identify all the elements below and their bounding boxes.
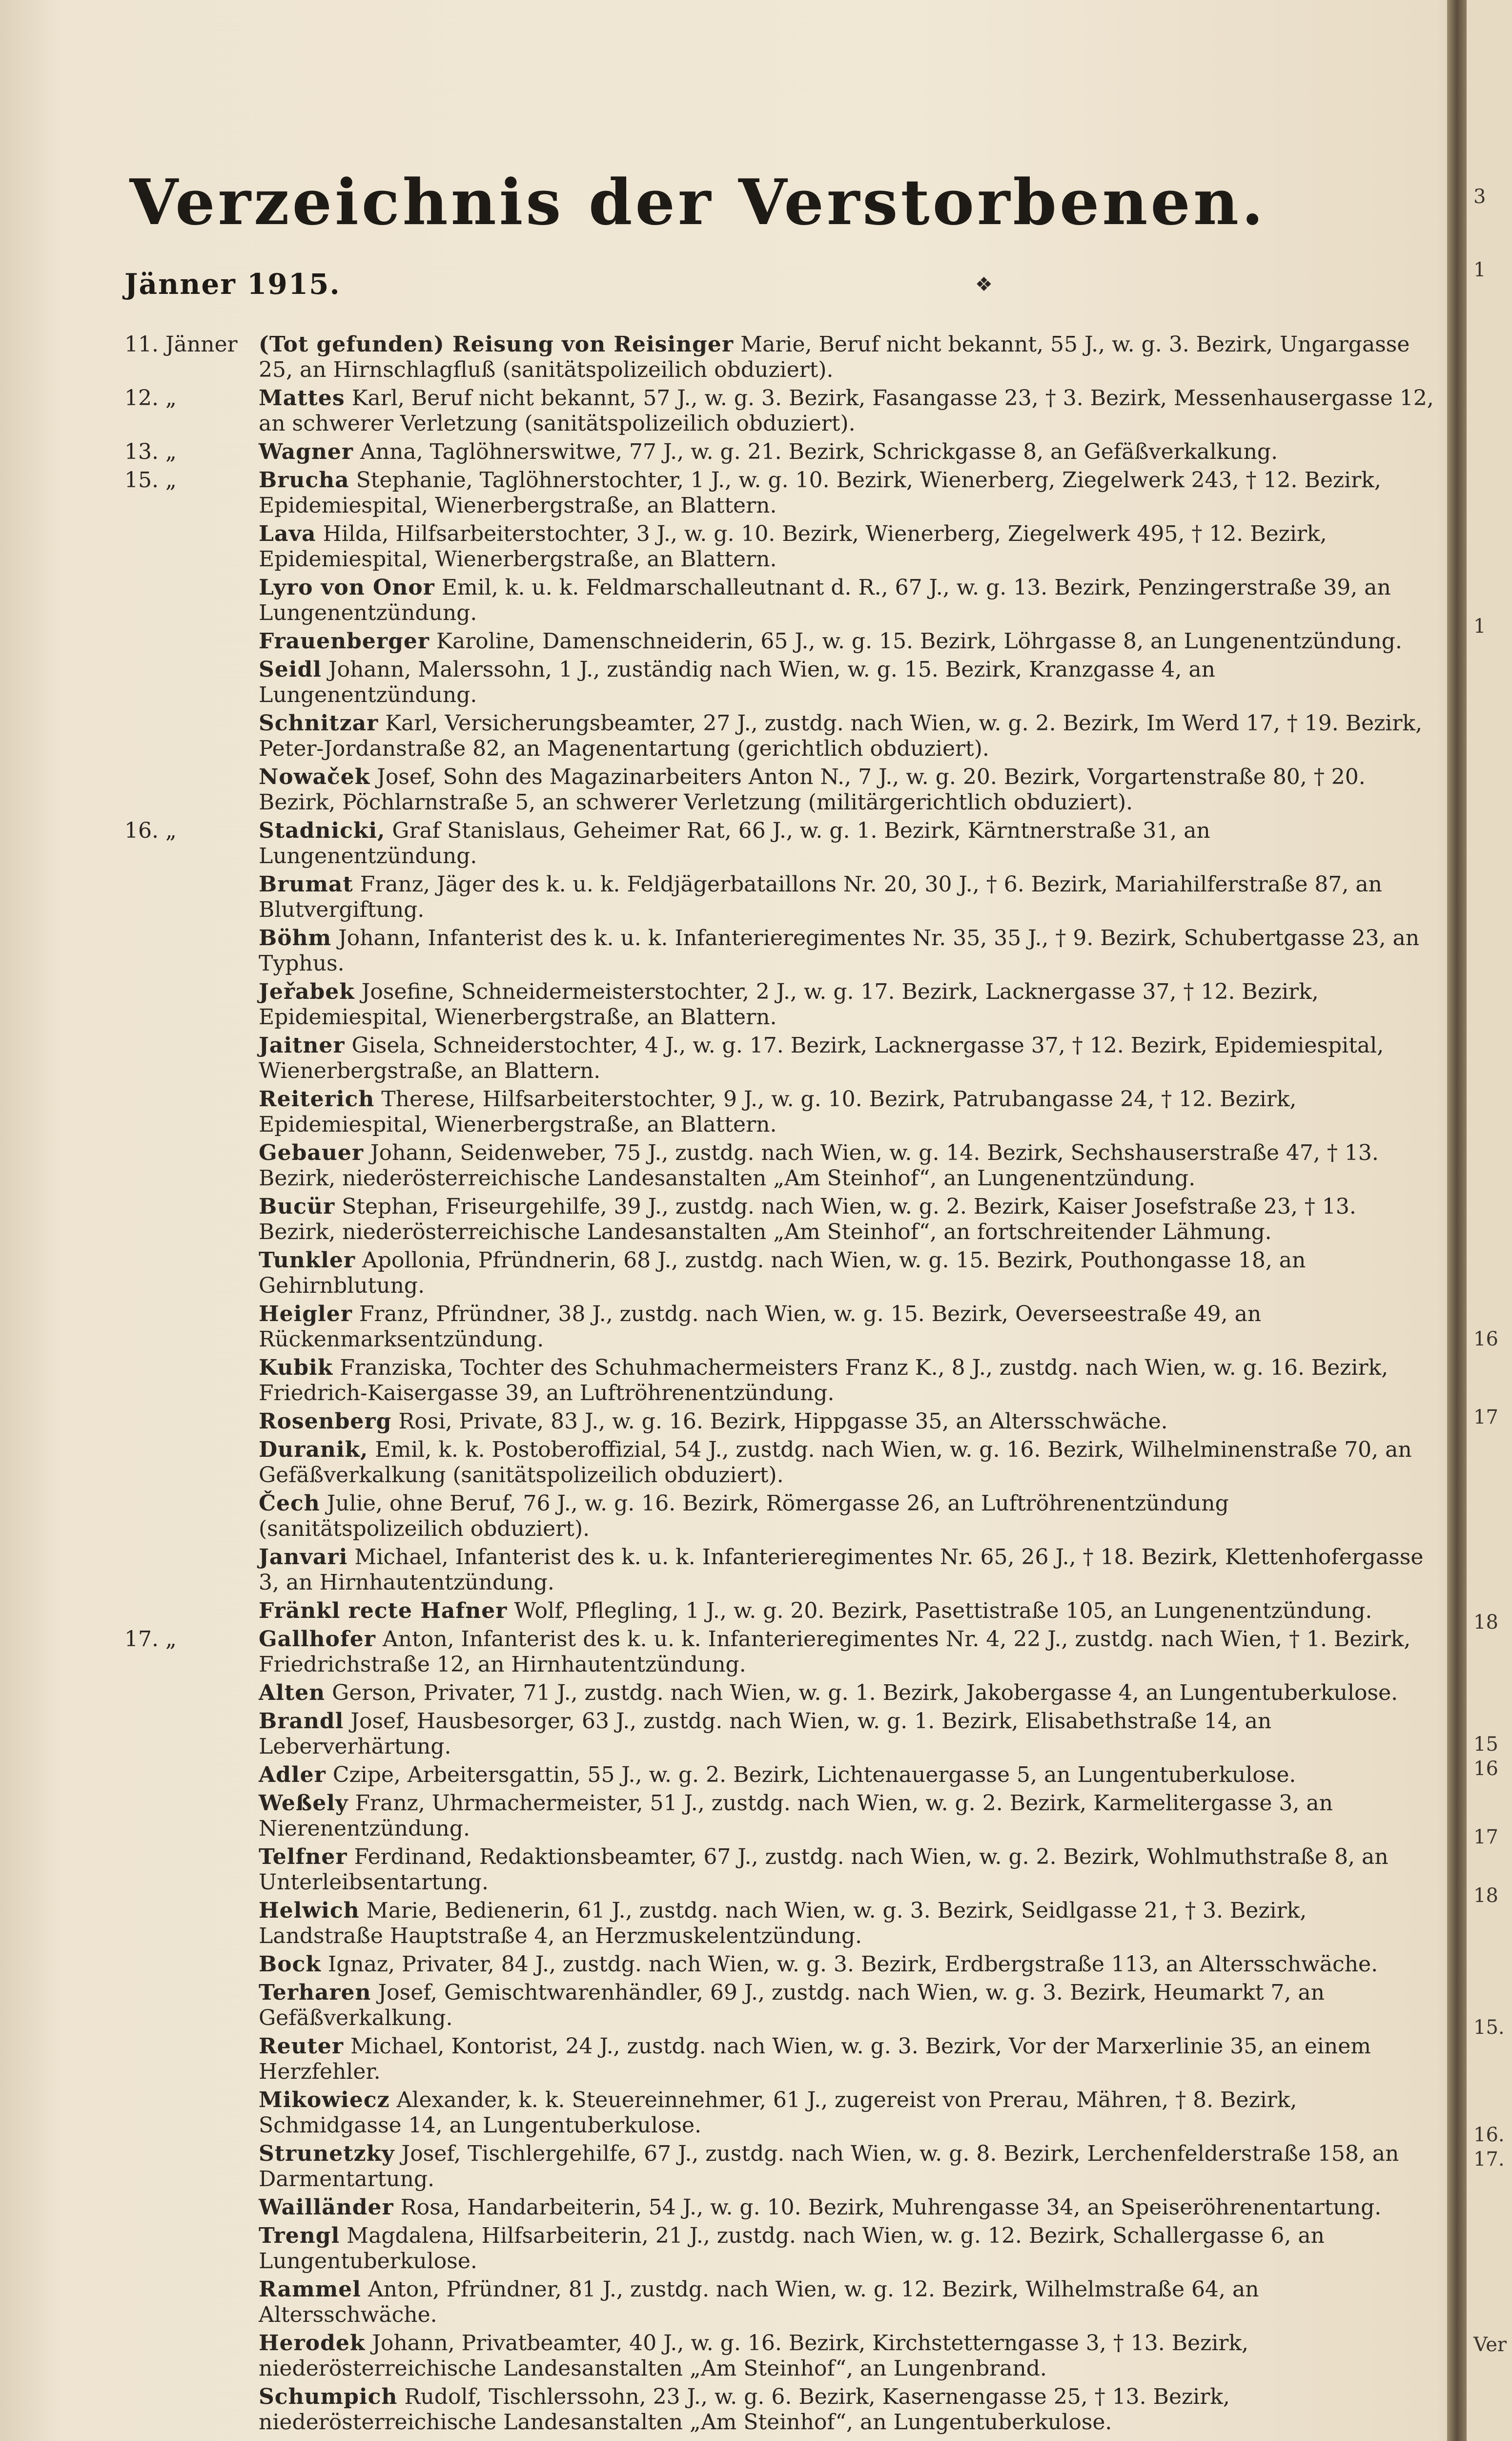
deceased-name: Čech xyxy=(259,1491,320,1516)
deceased-name: Kubik xyxy=(259,1355,333,1380)
entry-text: Marie, Bedienerin, 61 J., zustdg. nach Wien, w. g. 3. Bezirk, Seidlgasse 21, † 3. Bezirk, Landstraße Hauptstraße 4, an Herzmuskelentzündung. xyxy=(259,1898,1307,1948)
deceased-name: Jeřabek xyxy=(259,979,355,1004)
adjacent-page-fragment: 15. xyxy=(1473,2016,1505,2039)
ornament-icon: ❖ xyxy=(975,273,993,296)
deceased-name: Brandl xyxy=(259,1709,344,1734)
entry-body xyxy=(259,468,1435,518)
deceased-name: Terharen xyxy=(259,1980,371,2005)
adjacent-page-fragment: 17 xyxy=(1473,1826,1498,1848)
entry-body xyxy=(259,1409,1435,1434)
entry-text: Gerson, Privater, 71 J., zustdg. nach Wien, w. g. 1. Bezirk, Jakobergasse 4, an Lungentuberkulose. xyxy=(325,1680,1398,1705)
entry-text: Franz, Uhrmachermeister, 51 J., zustdg. nach Wien, w. g. 2. Bezirk, Karmelitergasse 3, an Nierenentzündung. xyxy=(259,1791,1333,1841)
entry-text: Josef, Gemischtwarenhändler, 69 J., zustdg. nach Wien, w. g. 3. Bezirk, Heumarkt 7, an Gefäßverkalkung. xyxy=(259,1980,1325,2030)
entry-body xyxy=(259,1952,1435,1977)
entry-body xyxy=(259,2277,1435,2328)
entry-text: Franz, Jäger des k. u. k. Feldjägerbataillons Nr. 20, 30 J., † 6. Bezirk, Mariahilferstraße 87, an Blutvergiftung. xyxy=(259,872,1382,922)
entry-text: Stephan, Friseurgehilfe, 39 J., zustdg. nach Wien, w. g. 2. Bezirk, Kaiser Josefstraße 23, † 13. Bezirk, niederösterreichische Landesanstalten „Am Steinhof“, an fortschreitender Lähmung. xyxy=(259,1194,1356,1244)
entry-text: Wolf, Pflegling, 1 J., w. g. 20. Bezirk, Pasettistraße 105, an Lungenentzündung. xyxy=(507,1598,1372,1623)
adjacent-page-fragment: 17. xyxy=(1473,2148,1505,2171)
entry-text: Karoline, Damenschneiderin, 65 J., w. g. 15. Bezirk, Löhrgasse 8, an Lungenentzündung. xyxy=(429,629,1402,654)
deceased-name: Helwich xyxy=(259,1898,360,1923)
deceased-name: Herodek xyxy=(259,2331,366,2356)
adjacent-page-fragment: 3 xyxy=(1473,186,1486,208)
entry-body xyxy=(259,1680,1435,1706)
entry-date: 17. „ xyxy=(124,1627,177,1652)
entry-body xyxy=(259,1302,1435,1352)
deceased-name: Lava xyxy=(259,521,316,546)
entry-text: Johann, Infanterist des k. u. k. Infanterieregimentes Nr. 35, 35 J., † 9. Bezirk, Schubertgasse 23, an Typhus. xyxy=(259,926,1420,976)
entry-text: Marie, Beruf nicht bekannt, 55 J., w. g. 3. Bezirk, Ungargasse 25, an Hirnschlagfluß (sanitätspolizeilich obduziert). xyxy=(259,332,1410,382)
deceased-name: Duranik, xyxy=(259,1437,368,1462)
entry-body xyxy=(259,979,1435,1030)
entry-body xyxy=(259,1791,1435,1841)
adjacent-page-fragment: 16 xyxy=(1473,1758,1498,1780)
deceased-name: Stadnicki, xyxy=(259,818,386,843)
entry-body xyxy=(259,2034,1435,2085)
entry-body xyxy=(259,2384,1435,2435)
entry-text: Josef, Hausbesorger, 63 J., zustdg. nach Wien, w. g. 1. Bezirk, Elisabethstraße 14, an Leberverhärtung. xyxy=(259,1709,1272,1759)
entry-date: 16. „ xyxy=(124,818,177,843)
entry-text: Franziska, Tochter des Schuhmachermeisters Franz K., 8 J., zustdg. nach Wien, w. g. 16. Bezirk, Friedrich-Kaisergasse 39, an Luftröhrenentzündung. xyxy=(259,1355,1389,1406)
entry-text: Emil, k. u. k. Feldmarschalleutnant d. R., 67 J., w. g. 13. Bezirk, Penzingerstraße 39, an Lungenentzündung. xyxy=(259,575,1391,625)
adjacent-page-fragment: 17 xyxy=(1473,1406,1498,1428)
entry-text: Johann, Seidenweber, 75 J., zustdg. nach Wien, w. g. 14. Bezirk, Sechshauserstraße 47, † 13. Bezirk, niederösterreichische Landesanstalten „Am Steinhof“, an Lungenentzündung. xyxy=(259,1140,1379,1191)
entry-text: Michael, Kontorist, 24 J., zustdg. nach Wien, w. g. 3. Bezirk, Vor der Marxerlinie 35, an einem Herzfehler. xyxy=(259,2034,1371,2084)
entry-text: Alexander, k. k. Steuereinnehmer, 61 J., zugereist von Prerau, Mähren, † 8. Bezirk, Schmidgasse 14, an Lungentuberkulose. xyxy=(259,2088,1297,2138)
adjacent-page-fragment: 1 xyxy=(1473,259,1486,281)
entry-text: Rosi, Private, 83 J., w. g. 16. Bezirk, Hippgasse 35, an Altersschwäche. xyxy=(391,1409,1168,1434)
entry-date: 13. „ xyxy=(124,439,177,464)
entry-text: Rosa, Handarbeiterin, 54 J., w. g. 10. Bezirk, Muhrengasse 34, an Speiseröhrenentartung. xyxy=(393,2195,1382,2220)
deceased-name: Reiterich xyxy=(259,1087,375,1112)
entry-text: Ignaz, Privater, 84 J., zustdg. nach Wien, w. g. 3. Bezirk, Erdbergstraße 113, an Altersschwäche. xyxy=(321,1952,1378,1977)
deceased-name: Mattes xyxy=(259,386,345,411)
deceased-name: Seidl xyxy=(259,657,322,682)
entry-body xyxy=(259,818,1435,869)
entry-body xyxy=(259,439,1435,465)
entry-text: Emil, k. k. Postoberoffizial, 54 J., zustdg. nach Wien, w. g. 16. Bezirk, Wilhelminenstraße 70, an Gefäßverkalkung (sanitätspolizeilich obduziert). xyxy=(259,1437,1412,1488)
entry-text: Anna, Taglöhnerswitwe, 77 J., w. g. 21. Bezirk, Schrickgasse 8, an Gefäßverkalkung. xyxy=(353,439,1278,464)
entry-text: Johann, Malerssohn, 1 J., zuständig nach Wien, w. g. 15. Bezirk, Kranzgasse 4, an Lungenentzündung. xyxy=(259,657,1215,707)
entry-body xyxy=(259,2088,1435,2138)
entry-body xyxy=(259,1627,1435,1677)
deceased-name: Gebauer xyxy=(259,1140,364,1165)
entry-date: 12. „ xyxy=(124,386,177,411)
entry-body xyxy=(259,1598,1435,1624)
entry-body xyxy=(259,386,1435,436)
deceased-name: Brucha xyxy=(259,468,349,493)
deceased-name: Mikowiecz xyxy=(259,2088,390,2112)
entry-text: Franz, Pfründner, 38 J., zustdg. nach Wien, w. g. 15. Bezirk, Oeverseestraße 49, an Rückenmarksentzündung. xyxy=(259,1302,1262,1352)
adjacent-page-fragment: 1 xyxy=(1473,615,1486,638)
entry-date: 15. „ xyxy=(124,468,177,493)
deceased-name: Rosenberg xyxy=(259,1409,392,1434)
entry-text: Anton, Infanterist des k. u. k. Infanterieregimentes Nr. 4, 22 J., zustdg. nach Wien, † 1. Bezirk, Friedrichstraße 12, an Hirnhautentzündung. xyxy=(259,1627,1411,1677)
entry-body xyxy=(259,1355,1435,1406)
entry-text: Josef, Tischlergehilfe, 67 J., zustdg. nach Wien, w. g. 8. Bezirk, Lerchenfelderstraße 158, an Darmentartung. xyxy=(259,2141,1399,2192)
entry-body xyxy=(259,2331,1435,2381)
adjacent-page-fragment: 18 xyxy=(1473,1611,1498,1634)
entry-body xyxy=(259,1140,1435,1191)
entry-body xyxy=(259,872,1435,923)
entry-text: Graf Stanislaus, Geheimer Rat, 66 J., w. g. 1. Bezirk, Kärntnerstraße 31, an Lungenentzündung. xyxy=(259,818,1210,869)
deceased-name: Reuter xyxy=(259,2034,344,2059)
deceased-name: Weßely xyxy=(259,1791,348,1816)
entry-body xyxy=(259,332,1435,383)
entry-body xyxy=(259,2195,1435,2220)
entry-body xyxy=(259,1980,1435,2031)
entry-body xyxy=(259,2141,1435,2192)
deceased-name: Nowaček xyxy=(259,765,370,789)
entry-body xyxy=(259,1898,1435,1949)
deceased-name: Wailländer xyxy=(259,2195,394,2220)
entry-text: Karl, Versicherungsbeamter, 27 J., zustdg. nach Wien, w. g. 2. Bezirk, Im Werd 17, † 19. Bezirk, Peter-Jordanstraße 82, an Magenentartung (gerichtlich obduziert). xyxy=(259,711,1423,761)
entry-body xyxy=(259,765,1435,815)
entry-body xyxy=(259,1033,1435,1084)
entry-text: Ferdinand, Redaktionsbeamter, 67 J., zustdg. nach Wien, w. g. 2. Bezirk, Wohlmuthstraße 8, an Unterleibsentartung. xyxy=(259,1844,1389,1895)
entry-text: Julie, ohne Beruf, 76 J., w. g. 16. Bezirk, Römergasse 26, an Luftröhrenentzündung (sanitätspolizeilich obduziert). xyxy=(259,1491,1229,1541)
deceased-name: Lyro von Onor xyxy=(259,575,435,600)
entry-body xyxy=(259,926,1435,976)
page-title: Verzeichnis der Verstorbenen. xyxy=(129,166,1267,239)
entry-text: Stephanie, Taglöhnerstochter, 1 J., w. g. 10. Bezirk, Wienerberg, Ziegelwerk 243, † 12. Bezirk, Epidemiespital, Wienerbergstraße, an Blattern. xyxy=(259,468,1381,518)
entry-date: 11. Jänner xyxy=(124,332,238,357)
deceased-name: Böhm xyxy=(259,926,332,951)
deceased-name: Fränkl recte Hafner xyxy=(259,1598,508,1623)
deceased-name: Janvari xyxy=(259,1545,348,1570)
month-heading: Jänner 1915. xyxy=(124,268,341,301)
entry-body xyxy=(259,1545,1435,1595)
entry-text: Josefine, Schneidermeisterstochter, 2 J., w. g. 17. Bezirk, Lacknergasse 37, † 12. Bezirk, Epidemiespital, Wienerbergstraße, an Blattern. xyxy=(259,979,1319,1030)
entry-text: Anton, Pfründner, 81 J., zustdg. nach Wien, w. g. 12. Bezirk, Wilhelmstraße 64, an Altersschwäche. xyxy=(259,2277,1259,2327)
entry-body xyxy=(259,1844,1435,1895)
deceased-name: Gallhofer xyxy=(259,1627,376,1652)
deceased-name: Tunkler xyxy=(259,1248,356,1273)
entry-text: Michael, Infanterist des k. u. k. Infanterieregimentes Nr. 65, 26 J., † 18. Bezirk, Klettenhofergasse 3, an Hirnhautentzündung. xyxy=(259,1545,1424,1595)
entry-text: Hilda, Hilfsarbeiterstochter, 3 J., w. g. 10. Bezirk, Wienerberg, Ziegelwerk 495, † 12. Bezirk, Epidemiespital, Wienerbergstraße, an Blattern. xyxy=(259,521,1327,572)
adjacent-page-fragment: 15 xyxy=(1473,1733,1498,1756)
entry-body xyxy=(259,521,1435,572)
entry-body xyxy=(259,1248,1435,1299)
adjacent-page-fragment: Ver xyxy=(1473,2334,1507,2356)
entry-body xyxy=(259,1762,1435,1788)
entry-text: Josef, Sohn des Magazinarbeiters Anton N., 7 J., w. g. 20. Bezirk, Vorgartenstraße 80, † 20. Bezirk, Pöchlarnstraße 5, an schwerer Verletzung (militärgerichtlich obduziert). xyxy=(259,765,1366,815)
entry-body xyxy=(259,1194,1435,1245)
deceased-name: Frauenberger xyxy=(259,629,430,654)
deceased-name: Telfner xyxy=(259,1844,347,1869)
deceased-name: Adler xyxy=(259,1762,326,1787)
entry-body xyxy=(259,711,1435,762)
book-gutter xyxy=(1447,0,1467,2441)
entry-text: Czipe, Arbeitersgattin, 55 J., w. g. 2. Bezirk, Lichtenauergasse 5, an Lungentuberkulose. xyxy=(326,1762,1296,1787)
deceased-name: Brumat xyxy=(259,872,353,897)
entry-text: Therese, Hilfsarbeiterstochter, 9 J., w. g. 10. Bezirk, Patrubangasse 24, † 12. Bezirk, Epidemiespital, Wienerbergstraße, an Blattern. xyxy=(259,1087,1297,1137)
deceased-name: Strunetzky xyxy=(259,2141,395,2166)
entry-text: Karl, Beruf nicht bekannt, 57 J., w. g. 3. Bezirk, Fasangasse 23, † 3. Bezirk, Messenhausergasse 12, an schwerer Verletzung (sanitätspolizeilich obduziert). xyxy=(259,386,1434,436)
entry-body xyxy=(259,1087,1435,1138)
deceased-name: Jaitner xyxy=(259,1033,345,1058)
adjacent-page-fragment: 16 xyxy=(1473,1328,1498,1350)
deceased-name: Bucür xyxy=(259,1194,335,1219)
deceased-name: Schnitzar xyxy=(259,711,379,736)
entry-text: Gisela, Schneiderstochter, 4 J., w. g. 17. Bezirk, Lacknergasse 37, † 12. Bezirk, Epidemiespital, Wienerbergstraße, an Blattern. xyxy=(259,1033,1384,1083)
entry-text: Magdalena, Hilfsarbeiterin, 21 J., zustdg. nach Wien, w. g. 12. Bezirk, Schallergasse 6, an Lungentuberkulose. xyxy=(259,2223,1325,2274)
deceased-name: Bock xyxy=(259,1952,321,1977)
entry-body xyxy=(259,1437,1435,1488)
deceased-name: Schumpich xyxy=(259,2384,398,2409)
adjacent-page-fragment: 16. xyxy=(1473,2124,1505,2146)
adjacent-page-edge xyxy=(1467,0,1512,2441)
entry-body xyxy=(259,1491,1435,1542)
deceased-name: (Tot gefunden) Reisung von Reisinger xyxy=(259,332,734,357)
deceased-name: Wagner xyxy=(259,439,354,464)
deceased-name: Trengl xyxy=(259,2223,340,2248)
entry-body xyxy=(259,1709,1435,1759)
deceased-name: Heigler xyxy=(259,1302,352,1326)
deceased-name: Alten xyxy=(259,1680,326,1705)
entry-text: Apollonia, Pfründnerin, 68 J., zustdg. nach Wien, w. g. 15. Bezirk, Pouthongasse 18, an Gehirnblutung. xyxy=(259,1248,1306,1298)
entry-body xyxy=(259,629,1435,654)
adjacent-page-fragment: 18 xyxy=(1473,1884,1498,1907)
entry-body xyxy=(259,575,1435,626)
deceased-name: Rammel xyxy=(259,2277,361,2302)
entry-text: Johann, Privatbeamter, 40 J., w. g. 16. Bezirk, Kirchstetterngasse 3, † 13. Bezirk, niederösterreichische Landesanstalten „Am Steinhof“, an Lungenbrand. xyxy=(259,2331,1249,2381)
entry-body xyxy=(259,2223,1435,2274)
entry-text: Rudolf, Tischlerssohn, 23 J., w. g. 6. Bezirk, Kasernengasse 25, † 13. Bezirk, niederösterreichische Landesanstalten „Am Steinhof“, an Lungentuberkulose. xyxy=(259,2384,1230,2435)
entry-body xyxy=(259,657,1435,708)
